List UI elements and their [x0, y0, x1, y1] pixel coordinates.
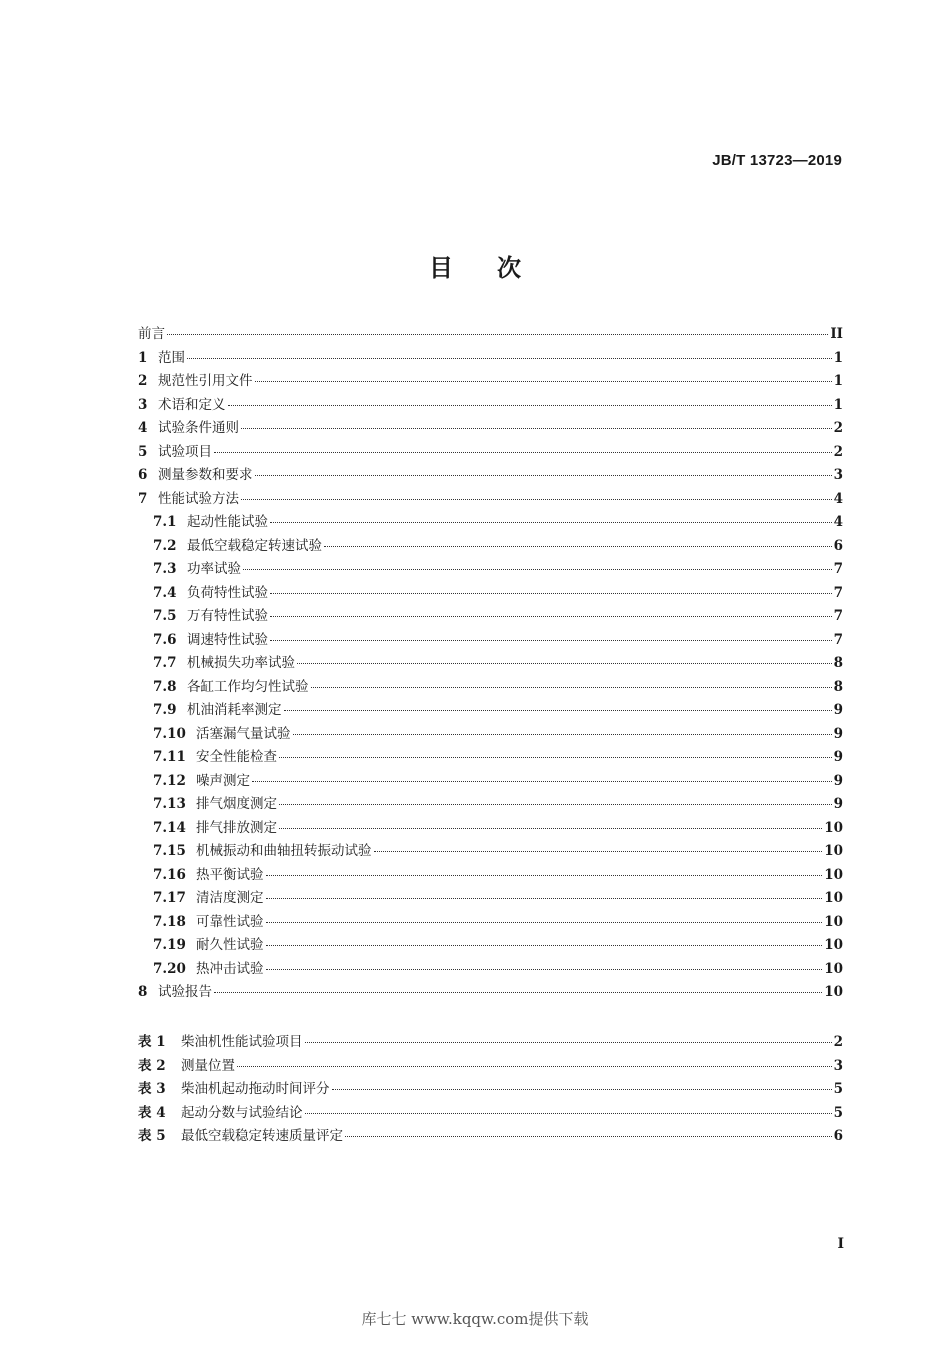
toc-entry[interactable] [138, 745, 843, 769]
entry-label: 热平衡试验 [196, 866, 264, 883]
entry-label: 热冲击试验 [196, 960, 264, 977]
entry-page: 7 [833, 584, 843, 601]
dot-leader [270, 640, 832, 641]
entry-page: 6 [833, 537, 843, 554]
entry-page: 10 [824, 913, 843, 930]
dot-leader [266, 922, 823, 923]
toc-entry[interactable] [138, 980, 843, 1004]
dot-leader [279, 804, 832, 805]
entry-page: 10 [824, 937, 843, 953]
entry-label: 测量位置 [181, 1057, 235, 1074]
entry-number: 7.13 [153, 796, 186, 812]
dot-leader [284, 710, 832, 711]
dot-leader [266, 969, 823, 970]
entry-page: 9 [833, 796, 843, 812]
toc-entry[interactable] [138, 886, 843, 910]
toc-entry[interactable] [138, 487, 843, 511]
toc-entry[interactable] [138, 675, 843, 699]
dot-leader [255, 381, 832, 382]
entry-number: 7.17 [153, 890, 186, 906]
toc-entry[interactable] [138, 416, 843, 440]
entry-number: 7.3 [153, 561, 177, 577]
entry-label: 负荷特性试验 [187, 584, 268, 601]
dot-leader [167, 334, 828, 335]
toc-entry[interactable] [138, 839, 843, 863]
entry-label: 机械振动和曲轴扭转振动试验 [196, 843, 372, 859]
entry-number: 2 [138, 373, 148, 389]
dot-leader [228, 405, 832, 406]
entry-page: 1 [833, 349, 843, 366]
entry-number: 8 [138, 984, 148, 1000]
entry-page: 1 [833, 396, 843, 413]
entry-label: 调速特性试验 [187, 631, 268, 648]
entry-number: 7.7 [153, 655, 177, 671]
dot-leader [279, 757, 832, 758]
entry-number: 1 [138, 349, 148, 366]
entry-page: 9 [833, 725, 843, 742]
entry-number: 表 4 [138, 1104, 166, 1121]
entry-page: 10 [824, 866, 843, 883]
entry-label: 可靠性试验 [196, 913, 264, 930]
entry-label: 试验项目 [158, 443, 212, 460]
toc-entry[interactable] [138, 440, 843, 464]
entry-label: 范围 [158, 349, 185, 366]
entry-number: 7.16 [153, 866, 186, 883]
toc-entry[interactable] [138, 792, 843, 816]
dot-leader [266, 945, 823, 946]
entry-number: 7.14 [153, 819, 186, 836]
entry-number: 7.6 [153, 631, 177, 648]
dot-leader [293, 734, 832, 735]
dot-leader [252, 781, 832, 782]
list-of-tables [138, 1030, 843, 1148]
entry-page: 8 [833, 655, 843, 671]
toc-entry[interactable] [138, 1101, 843, 1125]
toc-entry[interactable] [138, 393, 843, 417]
dot-leader [214, 992, 822, 993]
entry-label: 前言 [138, 326, 165, 342]
dot-leader [279, 828, 822, 829]
entry-number: 7.15 [153, 843, 186, 859]
entry-page: 10 [824, 984, 843, 1000]
entry-number: 表 1 [138, 1034, 166, 1050]
entry-page: II [830, 326, 843, 342]
entry-number: 7.10 [153, 725, 186, 742]
entry-label: 试验条件通则 [158, 420, 239, 436]
entry-page: 10 [824, 890, 843, 906]
entry-page: 3 [833, 1057, 843, 1074]
dot-leader [266, 898, 823, 899]
entry-number: 7.9 [153, 702, 177, 718]
toc-entry[interactable] [138, 910, 843, 934]
standard-code: JB/T 13723—2019 [712, 152, 842, 169]
entry-label: 机油消耗率测定 [187, 702, 282, 718]
toc-entry[interactable] [138, 769, 843, 793]
entry-page: 2 [833, 443, 843, 460]
toc-entry[interactable] [138, 1054, 843, 1078]
entry-label: 排气烟度测定 [196, 796, 277, 812]
entry-label: 安全性能检查 [196, 749, 277, 765]
entry-label: 排气排放测定 [196, 819, 277, 836]
entry-number: 表 2 [138, 1057, 166, 1074]
toc-entry[interactable] [138, 816, 843, 840]
entry-number: 7.11 [153, 749, 186, 765]
entry-page: 9 [833, 772, 843, 789]
entry-label: 术语和定义 [158, 396, 226, 413]
page-number: I [837, 1236, 844, 1252]
entry-page: 7 [833, 608, 843, 624]
toc-entry[interactable] [138, 651, 843, 675]
toc-entry[interactable] [138, 604, 843, 628]
entry-label: 噪声测定 [196, 772, 250, 789]
entry-label: 起动分数与试验结论 [181, 1104, 303, 1121]
entry-page: 5 [833, 1104, 843, 1121]
entry-page: 9 [833, 749, 843, 765]
dot-leader [187, 358, 832, 359]
entry-label: 规范性引用文件 [158, 373, 253, 389]
entry-number: 7.12 [153, 772, 186, 789]
entry-page: 9 [833, 702, 843, 718]
toc-entry[interactable] [138, 534, 843, 558]
entry-page: 7 [833, 631, 843, 648]
entry-number: 3 [138, 396, 148, 413]
entry-label: 万有特性试验 [187, 608, 268, 624]
entry-page: 10 [824, 960, 843, 977]
dot-leader [270, 593, 832, 594]
entry-page: 3 [833, 467, 843, 483]
entry-label: 柴油机起动拖动时间评分 [181, 1081, 330, 1097]
toc-entry[interactable] [138, 1030, 843, 1054]
dot-leader [214, 452, 832, 453]
entry-number: 7.5 [153, 608, 177, 624]
entry-number: 表 3 [138, 1081, 166, 1097]
entry-number: 7 [138, 490, 148, 507]
toc-entry[interactable] [138, 863, 843, 887]
entry-page: 2 [833, 1034, 843, 1050]
toc-entry[interactable] [138, 628, 843, 652]
dot-leader [345, 1136, 832, 1137]
entry-number: 7.1 [153, 514, 177, 530]
page-title: 目次 [429, 254, 565, 282]
entry-number: 6 [138, 467, 148, 483]
toc-entry[interactable] [138, 510, 843, 534]
entry-label: 最低空载稳定转速试验 [187, 537, 322, 554]
dot-leader [241, 499, 832, 500]
entry-label: 试验报告 [158, 984, 212, 1000]
toc-entry[interactable] [138, 957, 843, 981]
entry-number: 7.8 [153, 678, 177, 695]
entry-number: 7.18 [153, 913, 186, 930]
entry-page: 10 [824, 819, 843, 836]
dot-leader [255, 475, 832, 476]
entry-number: 7.4 [153, 584, 177, 601]
entry-page: 4 [833, 490, 843, 507]
entry-label: 清洁度测定 [196, 890, 264, 906]
entry-label: 测量参数和要求 [158, 467, 253, 483]
entry-page: 8 [833, 678, 843, 695]
toc-entry[interactable] [138, 463, 843, 487]
toc-entry[interactable] [138, 581, 843, 605]
entry-label: 性能试验方法 [158, 490, 239, 507]
entry-label: 最低空载稳定转速质量评定 [181, 1128, 343, 1144]
entry-page: 4 [833, 514, 843, 530]
toc-entry[interactable] [138, 698, 843, 722]
table-of-contents [138, 322, 843, 1004]
toc-entry[interactable] [138, 557, 843, 581]
dot-leader [324, 546, 832, 547]
entry-page: 2 [833, 420, 843, 436]
entry-page: 10 [824, 843, 843, 859]
dot-leader [305, 1042, 832, 1043]
dot-leader [266, 875, 823, 876]
entry-number: 7.2 [153, 537, 177, 554]
entry-number: 表 5 [138, 1128, 166, 1144]
entry-label: 起动性能试验 [187, 514, 268, 530]
toc-entry[interactable] [138, 1077, 843, 1101]
dot-leader [241, 428, 832, 429]
dot-leader [297, 663, 832, 664]
dot-leader [243, 569, 832, 570]
entry-number: 4 [138, 420, 148, 436]
entry-label: 各缸工作均匀性试验 [187, 678, 309, 695]
entry-page: 6 [833, 1128, 843, 1144]
entry-label: 活塞漏气量试验 [196, 725, 291, 742]
entry-page: 7 [833, 561, 843, 577]
download-footer: 库七七 www.kqqw.com提供下载 [361, 1310, 589, 1328]
toc-entry[interactable] [138, 346, 843, 370]
entry-number: 7.19 [153, 937, 186, 953]
dot-leader [305, 1113, 832, 1114]
dot-leader [374, 851, 823, 852]
dot-leader [311, 687, 832, 688]
toc-entry[interactable] [138, 722, 843, 746]
toc-entry[interactable] [138, 322, 843, 346]
entry-number: 7.20 [153, 960, 186, 977]
entry-label: 机械损失功率试验 [187, 655, 295, 671]
dot-leader [237, 1066, 832, 1067]
toc-entry[interactable] [138, 369, 843, 393]
entry-page: 1 [833, 373, 843, 389]
dot-leader [332, 1089, 832, 1090]
entry-label: 柴油机性能试验项目 [181, 1034, 303, 1050]
toc-entry[interactable] [138, 933, 843, 957]
dot-leader [270, 616, 832, 617]
dot-leader [270, 522, 832, 523]
entry-number: 5 [138, 443, 148, 460]
toc-entry[interactable] [138, 1124, 843, 1148]
entry-label: 耐久性试验 [196, 937, 264, 953]
entry-page: 5 [833, 1081, 843, 1097]
entry-label: 功率试验 [187, 561, 241, 577]
